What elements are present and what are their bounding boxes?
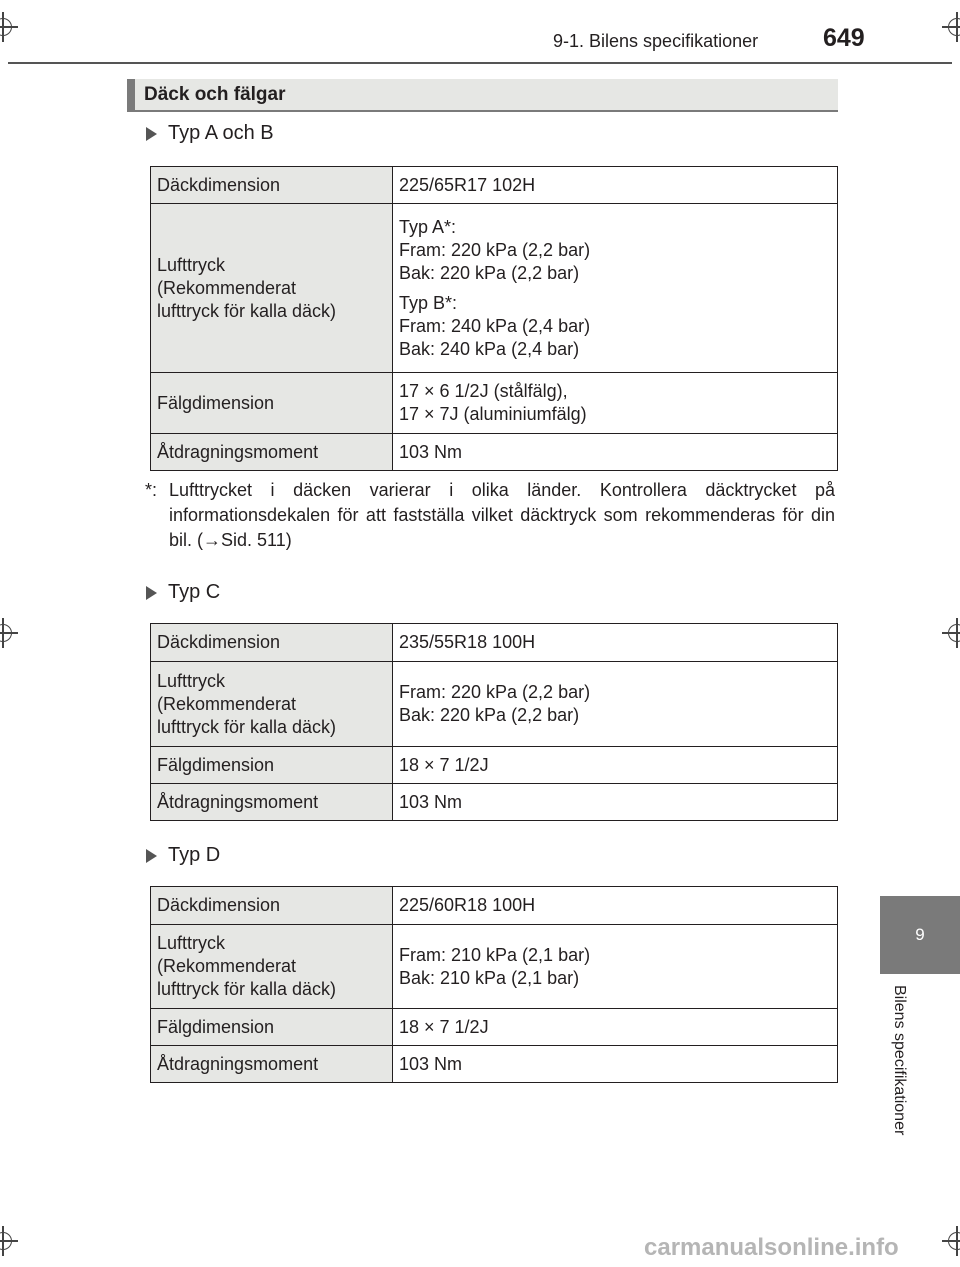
table-row	[151, 204, 838, 373]
table-row	[151, 662, 838, 747]
table-row	[151, 747, 838, 784]
table-row	[151, 167, 838, 204]
row-value: 225/65R17 102H	[393, 167, 838, 204]
chapter-number: 9	[915, 925, 925, 944]
table-row	[151, 624, 838, 662]
row-value: Fram: 220 kPa (2,2 bar) Bak: 220 kPa (2,2 bar)	[393, 662, 838, 747]
footnote	[145, 478, 835, 553]
spec-table-type-ab	[150, 166, 838, 471]
row-label: Fälgdimension	[151, 373, 393, 434]
table-row	[151, 1009, 838, 1046]
row-value: 225/60R18 100H	[393, 887, 838, 925]
triangle-bullet-icon	[146, 849, 157, 863]
row-label: Åtdragningsmoment	[151, 434, 393, 471]
row-value: 103 Nm	[393, 434, 838, 471]
triangle-bullet-icon	[146, 127, 157, 141]
row-value: 17 × 6 1/2J (stålfälg), 17 × 7J (aluminiumfälg)	[393, 373, 838, 434]
type-a-pressure: Typ A*: Fram: 220 kPa (2,2 bar) Bak: 220 kPa (2,2 bar)	[399, 216, 591, 283]
table-row	[151, 784, 838, 821]
registration-mark-icon	[942, 618, 960, 648]
row-label: Lufttryck (Rekommenderat lufttryck för kalla däck)	[151, 925, 393, 1009]
registration-mark-icon	[0, 1226, 18, 1256]
table-row	[151, 925, 838, 1009]
row-label: Däckdimension	[151, 167, 393, 204]
type-b-pressure: Typ B*: Fram: 240 kPa (2,4 bar) Bak: 240 kPa (2,4 bar)	[399, 292, 591, 359]
chapter-tab	[880, 896, 960, 974]
registration-mark-icon	[0, 618, 18, 648]
section-title: Däck och fälgar	[127, 79, 838, 112]
row-value: 18 × 7 1/2J	[393, 747, 838, 784]
row-label: Åtdragningsmoment	[151, 784, 393, 821]
row-label: Fälgdimension	[151, 1009, 393, 1046]
row-value: 18 × 7 1/2J	[393, 1009, 838, 1046]
subheading-type-ab	[146, 122, 274, 145]
footnote-text: Lufttrycket i däcken varierar i olika länder. Kontrollera däcktrycket på informationsdekalen för att fastställa vilket däcktryck som rekommenderas för din bil. (→Sid. 511)	[169, 480, 835, 550]
header-rule	[8, 62, 952, 64]
spec-table-type-d	[150, 886, 838, 1083]
page-header	[0, 0, 960, 64]
row-value: 103 Nm	[393, 1046, 838, 1083]
registration-mark-icon	[942, 1226, 960, 1256]
page-number: 649	[823, 24, 865, 52]
footnote-mark: *:	[145, 480, 158, 500]
row-label: Fälgdimension	[151, 747, 393, 784]
row-value	[393, 204, 838, 373]
header-section-title: 9-1. Bilens specifikationer	[553, 31, 759, 51]
subheading-text: Typ D	[168, 844, 221, 866]
chapter-side-label: Bilens specifikationer	[891, 985, 908, 1136]
row-label: Däckdimension	[151, 887, 393, 925]
row-label: Lufttryck (Rekommenderat lufttryck för kalla däck)	[151, 662, 393, 747]
table-row	[151, 887, 838, 925]
row-label: Däckdimension	[151, 624, 393, 662]
subheading-type-c	[146, 581, 220, 604]
row-value: 235/55R18 100H	[393, 624, 838, 662]
registration-mark-icon	[942, 12, 960, 42]
table-row	[151, 373, 838, 434]
row-value: 103 Nm	[393, 784, 838, 821]
table-row	[151, 434, 838, 471]
row-label: Lufttryck (Rekommenderat lufttryck för kalla däck)	[151, 204, 393, 373]
subheading-text: Typ A och B	[168, 122, 274, 144]
row-label: Åtdragningsmoment	[151, 1046, 393, 1083]
table-row	[151, 1046, 838, 1083]
registration-mark-icon	[0, 12, 18, 42]
triangle-bullet-icon	[146, 586, 157, 600]
watermark: carmanualsonline.info	[644, 1234, 899, 1261]
row-value: Fram: 210 kPa (2,1 bar) Bak: 210 kPa (2,1 bar)	[393, 925, 838, 1009]
spec-table-type-c	[150, 623, 838, 821]
subheading-type-d	[146, 844, 220, 867]
subheading-text: Typ C	[168, 581, 221, 603]
